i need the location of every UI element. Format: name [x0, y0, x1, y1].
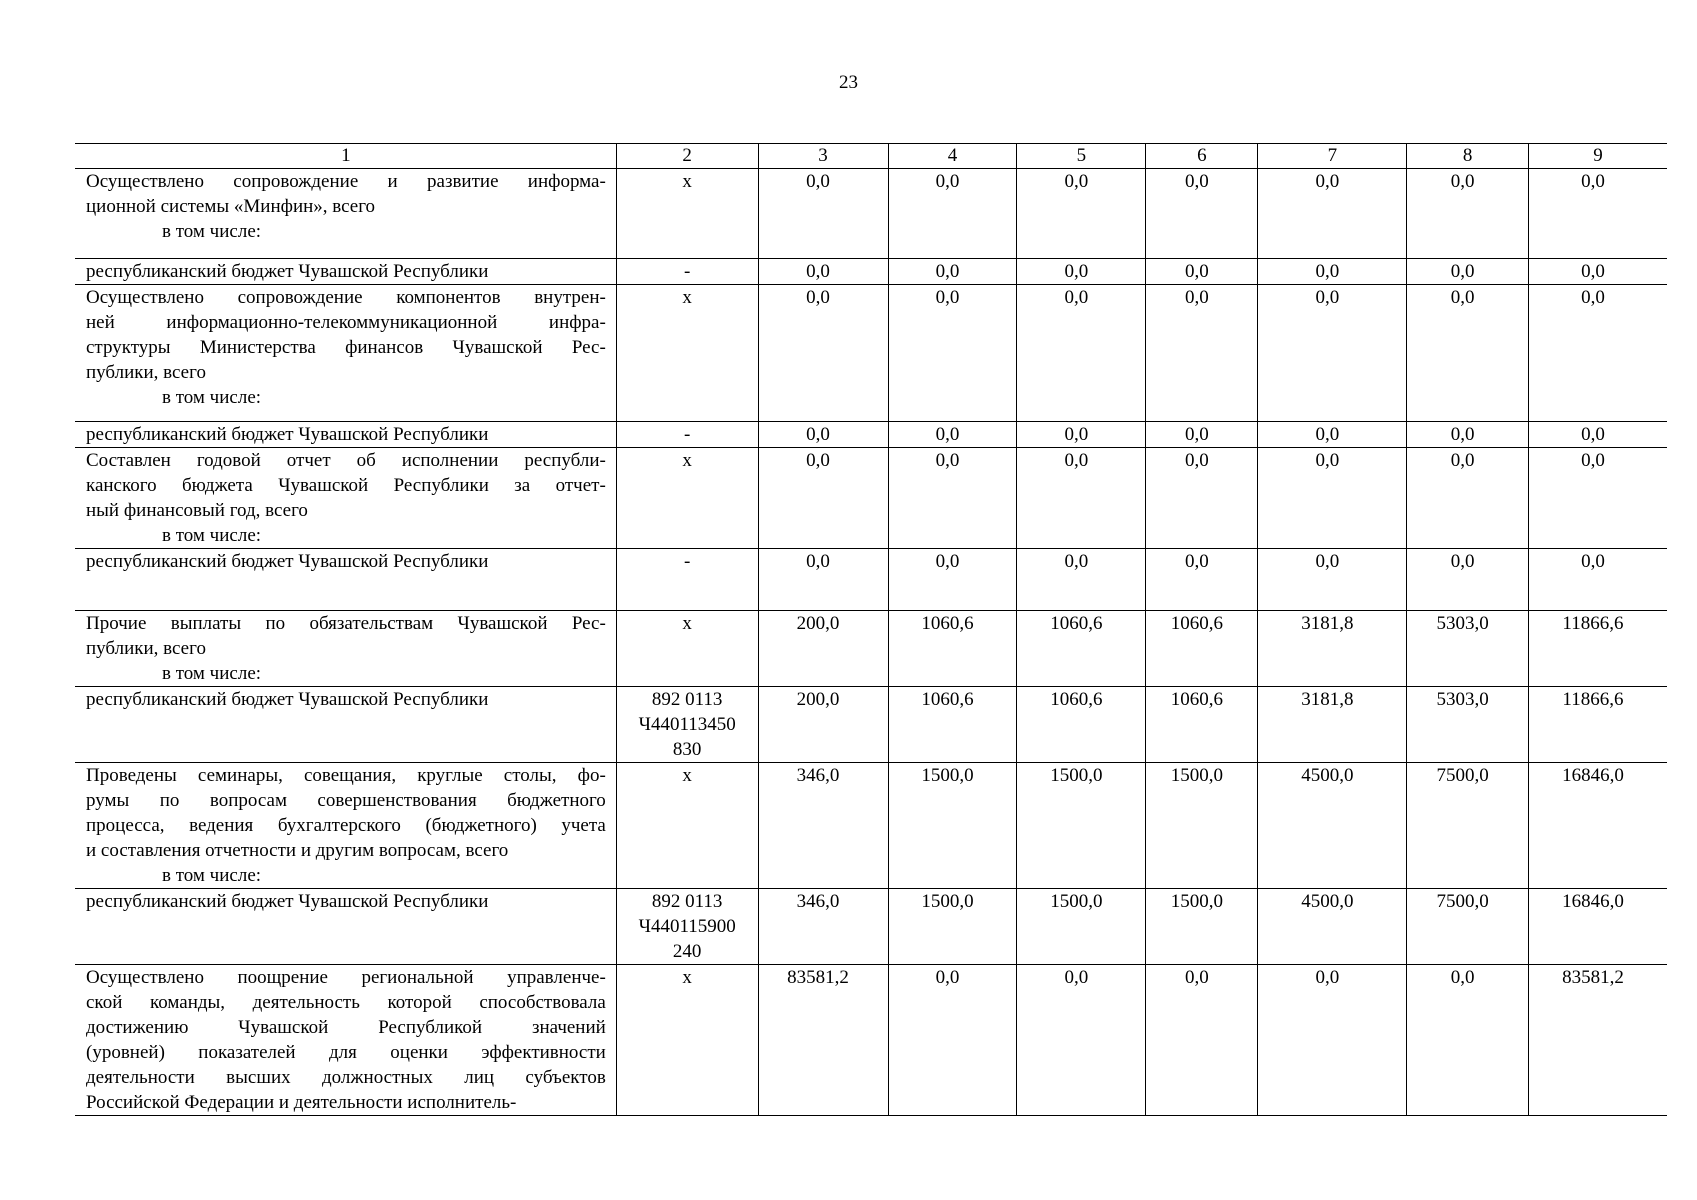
budget-code [616, 965, 758, 1116]
value-cell [1146, 285, 1258, 422]
row-description [75, 611, 616, 687]
value-cell [888, 687, 1017, 763]
value-text: 0,0 [1064, 450, 1089, 471]
column-header: 7 [1258, 144, 1407, 169]
row-description [75, 763, 616, 889]
value-text: 0,0 [1184, 551, 1209, 572]
value-text: 0,0 [1581, 551, 1605, 572]
value-cell [1146, 259, 1258, 285]
sub-label: в том числе: [162, 525, 262, 546]
value-text: 5303,0 [1436, 689, 1489, 710]
value-text: 0,0 [1450, 450, 1475, 471]
value-text: 3181,8 [1301, 613, 1354, 634]
value-text: 1060,6 [921, 689, 974, 710]
value-cell [1528, 611, 1667, 687]
description-line: ской команды, деятельность которой способствовала [86, 992, 606, 1013]
value-text: 1060,6 [1050, 613, 1103, 634]
value-cell [1528, 259, 1667, 285]
value-cell [758, 965, 888, 1116]
value-text: 0,0 [1064, 551, 1089, 572]
value-text: 0,0 [1064, 967, 1089, 988]
description-line: ный финансовый год, всего [86, 500, 308, 521]
value-cell [888, 889, 1017, 965]
value-text: 83581,2 [1562, 967, 1624, 988]
value-text: 0,0 [806, 171, 830, 192]
description-line: достижению Чувашской Республикой значений [86, 1017, 606, 1038]
budget-code-line: Ч440115900 [638, 916, 736, 937]
value-text: 0,0 [1450, 171, 1475, 192]
value-text: 0,0 [1315, 967, 1340, 988]
value-text: 1060,6 [1170, 689, 1223, 710]
description-line: публики, всего [86, 362, 206, 383]
description-line: процесса, ведения бухгалтерского (бюджетного) учета [86, 815, 606, 836]
description-line: (уровней) показателей для оценки эффективности [86, 1042, 606, 1063]
value-text: 346,0 [796, 765, 840, 786]
description-line: республиканский бюджет Чувашской Республики [86, 261, 489, 282]
value-text: 16846,0 [1562, 891, 1624, 912]
column-header: 6 [1146, 144, 1258, 169]
table-row [75, 965, 1667, 1116]
value-text: 346,0 [796, 891, 840, 912]
value-text: 1060,6 [1170, 613, 1223, 634]
value-cell [1017, 448, 1146, 549]
budget-code-line: 892 0113 [651, 891, 723, 912]
table-row [75, 285, 1667, 422]
value-text: 0,0 [1581, 261, 1605, 282]
page-number: 23 [839, 72, 858, 93]
budget-code-line: 830 [672, 739, 702, 760]
value-text: 0,0 [935, 261, 960, 282]
value-cell [758, 422, 888, 448]
budget-code [616, 169, 758, 259]
value-cell [758, 259, 888, 285]
value-cell [758, 169, 888, 259]
table-row [75, 169, 1667, 259]
value-text: 1500,0 [921, 765, 974, 786]
value-cell [758, 448, 888, 549]
value-cell [1528, 169, 1667, 259]
row-description [75, 422, 616, 448]
budget-code [616, 448, 758, 549]
value-cell [1017, 763, 1146, 889]
value-cell [1017, 687, 1146, 763]
value-cell [888, 285, 1017, 422]
value-cell [888, 611, 1017, 687]
value-cell [1407, 285, 1528, 422]
table-row [75, 611, 1667, 687]
value-cell [1017, 549, 1146, 611]
value-text: 4500,0 [1301, 765, 1354, 786]
value-text: 0,0 [1184, 287, 1209, 308]
value-cell [1258, 422, 1407, 448]
value-cell [1407, 259, 1528, 285]
value-text: 83581,2 [787, 967, 849, 988]
value-text: 0,0 [1064, 171, 1089, 192]
value-text: 7500,0 [1436, 891, 1489, 912]
value-text: 1500,0 [1170, 891, 1223, 912]
budget-code-line: - [684, 261, 691, 282]
value-text: 0,0 [1315, 287, 1340, 308]
budget-code-line: x [682, 967, 692, 988]
sub-label: в том числе: [162, 221, 262, 242]
value-cell [1407, 169, 1528, 259]
value-text: 1500,0 [921, 891, 974, 912]
value-cell [758, 611, 888, 687]
value-cell [1146, 549, 1258, 611]
description-line: деятельности высших должностных лиц субъектов [86, 1067, 606, 1088]
value-text: 0,0 [935, 551, 960, 572]
value-cell [1146, 687, 1258, 763]
value-cell [1407, 422, 1528, 448]
budget-code-line: Ч440113450 [638, 714, 736, 735]
value-text: 0,0 [1581, 450, 1605, 471]
value-text: 0,0 [935, 171, 960, 192]
value-cell [1407, 448, 1528, 549]
value-text: 1500,0 [1050, 891, 1103, 912]
value-cell [1258, 611, 1407, 687]
value-cell [1146, 965, 1258, 1116]
value-cell [1528, 965, 1667, 1116]
value-cell [1017, 285, 1146, 422]
value-text: 0,0 [1064, 261, 1089, 282]
description-line: публики, всего [86, 638, 206, 659]
column-header: 4 [888, 144, 1017, 169]
value-cell [1258, 259, 1407, 285]
table-row [75, 763, 1667, 889]
description-line: и составления отчетности и другим вопросам, всего [86, 840, 509, 861]
value-cell [758, 549, 888, 611]
value-text: 0,0 [806, 424, 830, 445]
value-text: 0,0 [935, 967, 960, 988]
value-text: 11866,6 [1562, 689, 1624, 710]
budget-code-line: 892 0113 [651, 689, 723, 710]
row-description [75, 448, 616, 549]
value-cell [888, 549, 1017, 611]
budget-code [616, 889, 758, 965]
description-line: Проведены семинары, совещания, круглые столы, фо- [86, 765, 606, 786]
value-text: 0,0 [806, 261, 830, 282]
value-cell [1017, 259, 1146, 285]
value-text: 0,0 [1184, 171, 1209, 192]
budget-code-line: - [684, 551, 691, 572]
sub-label: в том числе: [162, 663, 262, 684]
budget-code-line: 240 [672, 941, 702, 962]
value-cell [1146, 169, 1258, 259]
value-cell [1258, 687, 1407, 763]
value-cell [1528, 285, 1667, 422]
value-cell [1407, 889, 1528, 965]
value-text: 1060,6 [1050, 689, 1103, 710]
value-text: 0,0 [1581, 287, 1605, 308]
sub-label: в том числе: [162, 387, 262, 408]
value-cell [758, 763, 888, 889]
value-cell [888, 448, 1017, 549]
row-description [75, 687, 616, 763]
table-row [75, 549, 1667, 611]
value-text: 0,0 [1184, 967, 1209, 988]
value-cell [888, 169, 1017, 259]
description-line: канского бюджета Чувашской Республики за отчет- [86, 475, 606, 496]
description-line: ней информационно-телекоммуникационной инфра- [86, 312, 606, 333]
description-line: ционной системы «Минфин», всего [86, 196, 376, 217]
value-cell [758, 889, 888, 965]
value-cell [1146, 763, 1258, 889]
value-text: 0,0 [1315, 171, 1340, 192]
value-text: 0,0 [1184, 261, 1209, 282]
value-text: 0,0 [1450, 424, 1475, 445]
value-text: 7500,0 [1436, 765, 1489, 786]
description-line: структуры Министерства финансов Чувашской Рес- [86, 337, 606, 358]
value-cell [1407, 611, 1528, 687]
value-text: 200,0 [796, 613, 840, 634]
value-text: 0,0 [1581, 424, 1605, 445]
value-cell [888, 422, 1017, 448]
description-line: республиканский бюджет Чувашской Республики [86, 891, 489, 912]
value-cell [1528, 549, 1667, 611]
budget-code [616, 259, 758, 285]
value-text: 0,0 [1450, 551, 1475, 572]
value-cell [1146, 889, 1258, 965]
value-cell [1017, 169, 1146, 259]
row-description [75, 259, 616, 285]
row-description [75, 549, 616, 611]
value-cell [1528, 763, 1667, 889]
column-header: 9 [1528, 144, 1667, 169]
value-cell [758, 687, 888, 763]
budget-code-line: x [682, 450, 692, 471]
table-row [75, 448, 1667, 549]
value-text: 0,0 [1064, 287, 1089, 308]
value-cell [1017, 422, 1146, 448]
value-text: 200,0 [796, 689, 840, 710]
value-cell [1528, 687, 1667, 763]
value-text: 0,0 [1184, 424, 1209, 445]
value-text: 0,0 [1064, 424, 1089, 445]
value-text: 0,0 [1450, 287, 1475, 308]
description-line: республиканский бюджет Чувашской Республики [86, 551, 489, 572]
value-text: 0,0 [1315, 424, 1340, 445]
value-text: 0,0 [1450, 967, 1475, 988]
value-cell [1258, 763, 1407, 889]
description-line: республиканский бюджет Чувашской Республики [86, 689, 489, 710]
value-cell [1528, 448, 1667, 549]
table-header-row [75, 144, 1667, 169]
value-cell [1258, 448, 1407, 549]
value-cell [1407, 687, 1528, 763]
value-text: 0,0 [1581, 171, 1605, 192]
budget-code-line: x [682, 765, 692, 786]
table-row [75, 889, 1667, 965]
table-row [75, 687, 1667, 763]
column-header: 5 [1017, 144, 1146, 169]
column-header: 8 [1407, 144, 1528, 169]
value-cell [1258, 549, 1407, 611]
budget-code-line: - [684, 424, 691, 445]
budget-code [616, 611, 758, 687]
value-text: 0,0 [806, 551, 830, 572]
value-cell [888, 259, 1017, 285]
description-line: республиканский бюджет Чувашской Республики [86, 424, 489, 445]
sub-label: в том числе: [162, 865, 262, 886]
value-text: 0,0 [935, 424, 960, 445]
value-cell [1146, 611, 1258, 687]
budget-code [616, 763, 758, 889]
value-cell [1407, 965, 1528, 1116]
value-text: 0,0 [1315, 551, 1340, 572]
description-line: Прочие выплаты по обязательствам Чувашской Рес- [86, 613, 606, 634]
value-cell [1407, 763, 1528, 889]
description-line: Осуществлено сопровождение компонентов внутрен- [86, 287, 606, 308]
value-cell [1017, 965, 1146, 1116]
value-text: 0,0 [806, 287, 830, 308]
value-text: 0,0 [1184, 450, 1209, 471]
budget-code [616, 422, 758, 448]
value-cell [1258, 889, 1407, 965]
value-text: 0,0 [1450, 261, 1475, 282]
value-cell [1146, 422, 1258, 448]
value-text: 0,0 [1315, 261, 1340, 282]
value-text: 0,0 [806, 450, 830, 471]
budget-code [616, 285, 758, 422]
value-cell [1528, 422, 1667, 448]
value-text: 1060,6 [921, 613, 974, 634]
value-cell [1258, 285, 1407, 422]
value-cell [1146, 448, 1258, 549]
value-text: 3181,8 [1301, 689, 1354, 710]
description-line: румы по вопросам совершенствования бюджетного [86, 790, 606, 811]
value-cell [1258, 965, 1407, 1116]
budget-code [616, 549, 758, 611]
budget-code-line: x [682, 287, 692, 308]
value-text: 0,0 [935, 450, 960, 471]
row-description [75, 169, 616, 259]
description-line: Осуществлено сопровождение и развитие информа- [86, 171, 606, 192]
value-text: 11866,6 [1562, 613, 1624, 634]
table-row [75, 259, 1667, 285]
table-row [75, 422, 1667, 448]
value-text: 4500,0 [1301, 891, 1354, 912]
description-line: Российской Федерации и деятельности исполнитель- [86, 1092, 517, 1113]
value-cell [758, 285, 888, 422]
value-cell [888, 965, 1017, 1116]
budget-code-line: x [682, 171, 692, 192]
value-text: 1500,0 [1170, 765, 1223, 786]
budget-code [616, 687, 758, 763]
value-text: 1500,0 [1050, 765, 1103, 786]
value-cell [1017, 889, 1146, 965]
value-text: 5303,0 [1436, 613, 1489, 634]
value-cell [1258, 169, 1407, 259]
value-cell [1528, 889, 1667, 965]
data-table [75, 143, 1667, 1116]
row-description [75, 889, 616, 965]
value-text: 0,0 [1315, 450, 1340, 471]
value-cell [888, 763, 1017, 889]
value-text: 0,0 [935, 287, 960, 308]
value-cell [1017, 611, 1146, 687]
column-header: 2 [616, 144, 758, 169]
column-header: 3 [758, 144, 888, 169]
description-line: Осуществлено поощрение региональной управленче- [86, 967, 606, 988]
column-header: 1 [75, 144, 616, 169]
value-text: 16846,0 [1562, 765, 1624, 786]
row-description [75, 285, 616, 422]
budget-code-line: x [682, 613, 692, 634]
description-line: Составлен годовой отчет об исполнении республи- [86, 450, 606, 471]
row-description [75, 965, 616, 1116]
value-cell [1407, 549, 1528, 611]
